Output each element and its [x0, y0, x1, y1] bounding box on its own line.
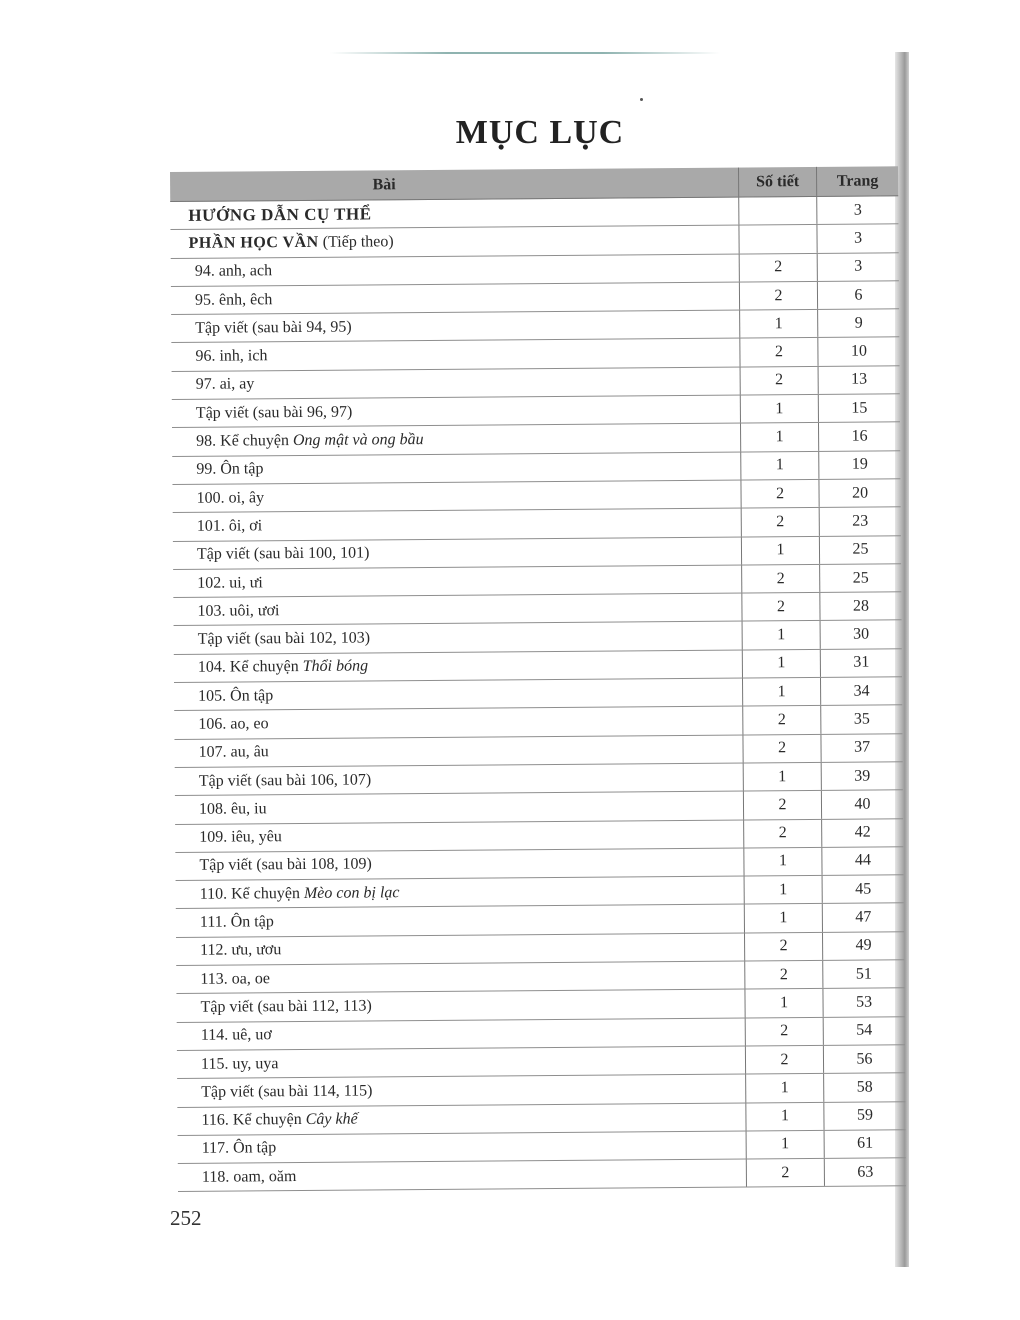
lesson-cell: [172, 424, 740, 456]
lesson-cell: [176, 962, 744, 994]
periods-cell: 1: [740, 423, 818, 451]
periods-cell: 2: [740, 367, 818, 395]
lesson-cell: [175, 763, 743, 795]
periods-cell: 2: [741, 508, 819, 536]
story-title: Cây khế: [305, 1110, 358, 1129]
page-cell: 56: [823, 1045, 905, 1073]
periods-cell: 1: [744, 876, 822, 904]
periods-cell: 1: [740, 395, 818, 423]
lesson-label: 111. Ôn tập: [199, 913, 274, 931]
periods-cell: 1: [739, 310, 817, 338]
lesson-cell: [174, 622, 742, 654]
lesson-label: 118. oam, oăm: [201, 1167, 297, 1186]
page-cell: 3: [817, 253, 899, 281]
lesson-cell: [171, 311, 739, 343]
lesson-cell: [173, 594, 741, 626]
lesson-label: 113. oa, oe: [200, 969, 271, 988]
periods-cell: 2: [739, 254, 817, 282]
section-note: (Tiếp theo): [322, 233, 394, 251]
page-title: MỤC LỤC: [455, 114, 625, 151]
lesson-label: Tập viết (sau bài 114, 115): [201, 1082, 373, 1101]
periods-cell: 1: [740, 452, 818, 480]
periods-cell: 2: [744, 933, 822, 961]
lesson-label: 108. êu, iu: [198, 800, 267, 818]
page-cell: 9: [817, 309, 899, 337]
lesson-label: 97. ai, ay: [195, 375, 255, 394]
periods-cell: 2: [741, 565, 819, 593]
section-page: 3: [816, 196, 898, 224]
page-cell: 54: [823, 1017, 905, 1045]
lesson-cell: [175, 820, 743, 852]
periods-cell: 1: [742, 621, 820, 649]
page-cell: 34: [820, 677, 902, 705]
lesson-cell: [171, 254, 739, 286]
section-label: [170, 226, 738, 258]
periods-cell: 1: [744, 989, 822, 1017]
page-cell: 63: [824, 1158, 906, 1186]
page-cell: 37: [820, 734, 902, 762]
periods-cell: 1: [743, 848, 821, 876]
page-cell: 6: [817, 281, 899, 309]
header-lesson: Bài: [372, 175, 396, 193]
lesson-label: 101. ôi, ơi: [196, 517, 263, 535]
page-cell: 53: [822, 989, 904, 1017]
story-title: Thổi bóng: [302, 657, 369, 676]
lesson-cell: [174, 650, 742, 682]
page-cell: 19: [818, 451, 900, 479]
lesson-cell: [176, 933, 744, 965]
page-cell: 23: [819, 508, 901, 536]
periods-cell: 2: [745, 1046, 823, 1074]
page-cell: 59: [823, 1102, 905, 1130]
lesson-cell: [177, 1046, 745, 1078]
lesson-label: Tập viết (sau bài 102, 103): [197, 629, 371, 648]
page-cell: 25: [819, 536, 901, 564]
page-cell: 42: [821, 819, 903, 847]
periods-cell: 1: [745, 1074, 823, 1102]
lesson-label: 104. Kể chuyện: [197, 658, 299, 677]
lesson-label: 103. uôi, ươi: [197, 601, 280, 620]
section-periods: [738, 225, 816, 253]
lesson-label: 94. anh, ach: [194, 262, 273, 281]
top-decorative-rule: [330, 52, 720, 54]
lesson-cell: [177, 1075, 745, 1107]
lesson-label: 114. uê, uơ: [200, 1026, 272, 1045]
page-cell: 51: [822, 960, 904, 988]
periods-cell: 2: [743, 791, 821, 819]
periods-cell: 1: [742, 678, 820, 706]
lesson-cell: [176, 905, 744, 937]
lesson-label: Tập viết (sau bài 94, 95): [195, 318, 352, 337]
periods-cell: 2: [744, 961, 822, 989]
story-title: Mèo con bị lạc: [303, 883, 400, 902]
lesson-label: 102. ui, ưi: [197, 573, 263, 592]
header-periods: Số tiết: [738, 167, 816, 197]
section-label: HƯỚNG DẪN CỤ THỂ: [188, 204, 372, 225]
page-cell: 44: [821, 847, 903, 875]
lesson-label: 117. Ôn tập: [201, 1139, 277, 1158]
lesson-cell: [177, 1103, 745, 1135]
periods-cell: 1: [743, 763, 821, 791]
page-cell: 49: [822, 932, 904, 960]
page-cell: 39: [821, 762, 903, 790]
periods-cell: 2: [740, 480, 818, 508]
lesson-label: 96. inh, ich: [195, 347, 268, 365]
lesson-label: 105. Ôn tập: [198, 686, 274, 705]
periods-cell: 1: [746, 1131, 824, 1159]
page-cell: 45: [822, 875, 904, 903]
lesson-label: 95. ênh, êch: [194, 290, 273, 309]
lesson-label: 110. Kể chuyện: [199, 884, 301, 903]
page-cell: 16: [818, 423, 900, 451]
lesson-label: 106. ao, eo: [198, 715, 269, 733]
lesson-cell: [174, 679, 742, 711]
lesson-cell: [172, 367, 740, 399]
lesson-label: 98. Kể chuyện: [196, 432, 290, 450]
lesson-label: 107. au, âu: [198, 743, 269, 762]
lesson-label: 112. ưu, ươu: [200, 941, 282, 960]
header-page: Trang: [816, 166, 898, 196]
section-periods: [738, 197, 816, 225]
lesson-rows: [171, 253, 906, 1192]
periods-cell: 1: [742, 650, 820, 678]
periods-cell: 2: [742, 706, 820, 734]
lesson-cell: [171, 282, 739, 314]
lesson-label: Tập viết (sau bài 108, 109): [199, 855, 372, 875]
periods-cell: 2: [743, 819, 821, 847]
lesson-label: 115. uy, uya: [200, 1054, 279, 1073]
page-cell: 25: [819, 564, 901, 592]
periods-cell: 2: [745, 1018, 823, 1046]
page-cell: 40: [821, 790, 903, 818]
periods-cell: 1: [744, 904, 822, 932]
table-row: [178, 1158, 906, 1192]
periods-cell: 2: [739, 338, 817, 366]
page-cell: 10: [817, 338, 899, 366]
lesson-cell: [175, 848, 743, 880]
lesson-cell: [173, 537, 741, 569]
section-title: PHẦN HỌC VẦN: [188, 233, 319, 252]
page-cell: 13: [818, 366, 900, 394]
lesson-cell: [174, 707, 742, 739]
page-cell: 58: [823, 1073, 905, 1101]
periods-cell: 2: [746, 1159, 824, 1187]
page-cell: 47: [822, 904, 904, 932]
page-cell: 28: [819, 592, 901, 620]
section-page: 3: [816, 225, 898, 253]
lesson-label: 116. Kể chuyện: [201, 1111, 302, 1129]
page-cell: 30: [820, 621, 902, 649]
periods-cell: 2: [739, 282, 817, 310]
lesson-label: Tập viết (sau bài 106, 107): [198, 771, 372, 790]
lesson-label: 109. iêu, yêu: [199, 828, 282, 846]
lesson-cell: [172, 396, 740, 428]
page-cell: 15: [818, 394, 900, 422]
periods-cell: 2: [741, 593, 819, 621]
table-of-contents: [170, 166, 906, 1192]
story-title: Ong mật và ong bầu: [292, 431, 424, 450]
stray-dot: [640, 98, 643, 101]
page-cell: 35: [820, 706, 902, 734]
page-cell: 31: [820, 649, 902, 677]
lesson-label: Tập viết (sau bài 96, 97): [195, 403, 353, 422]
lesson-label: 99. Ôn tập: [196, 460, 264, 479]
lesson-cell: [175, 792, 743, 824]
lesson-cell: [176, 990, 744, 1022]
periods-cell: 1: [741, 536, 819, 564]
periods-cell: 2: [742, 735, 820, 763]
lesson-cell: [173, 509, 741, 541]
lesson-cell: [173, 565, 741, 597]
lesson-cell: [178, 1131, 746, 1163]
lesson-cell: [172, 452, 740, 484]
page-number: 252: [170, 1206, 202, 1230]
page-cell: 20: [818, 479, 900, 507]
lesson-cell: [178, 1160, 746, 1192]
periods-cell: 1: [745, 1102, 823, 1130]
page-cell: 61: [824, 1130, 906, 1158]
lesson-label: Tập viết (sau bài 112, 113): [200, 997, 372, 1016]
lesson-cell: [174, 735, 742, 767]
lesson-cell: [177, 1018, 745, 1050]
lesson-cell: [171, 339, 739, 371]
lesson-cell: [176, 877, 744, 909]
lesson-label: Tập viết (sau bài 100, 101): [196, 544, 370, 564]
lesson-label: 100. oi, ây: [196, 488, 265, 507]
lesson-cell: [172, 480, 740, 512]
